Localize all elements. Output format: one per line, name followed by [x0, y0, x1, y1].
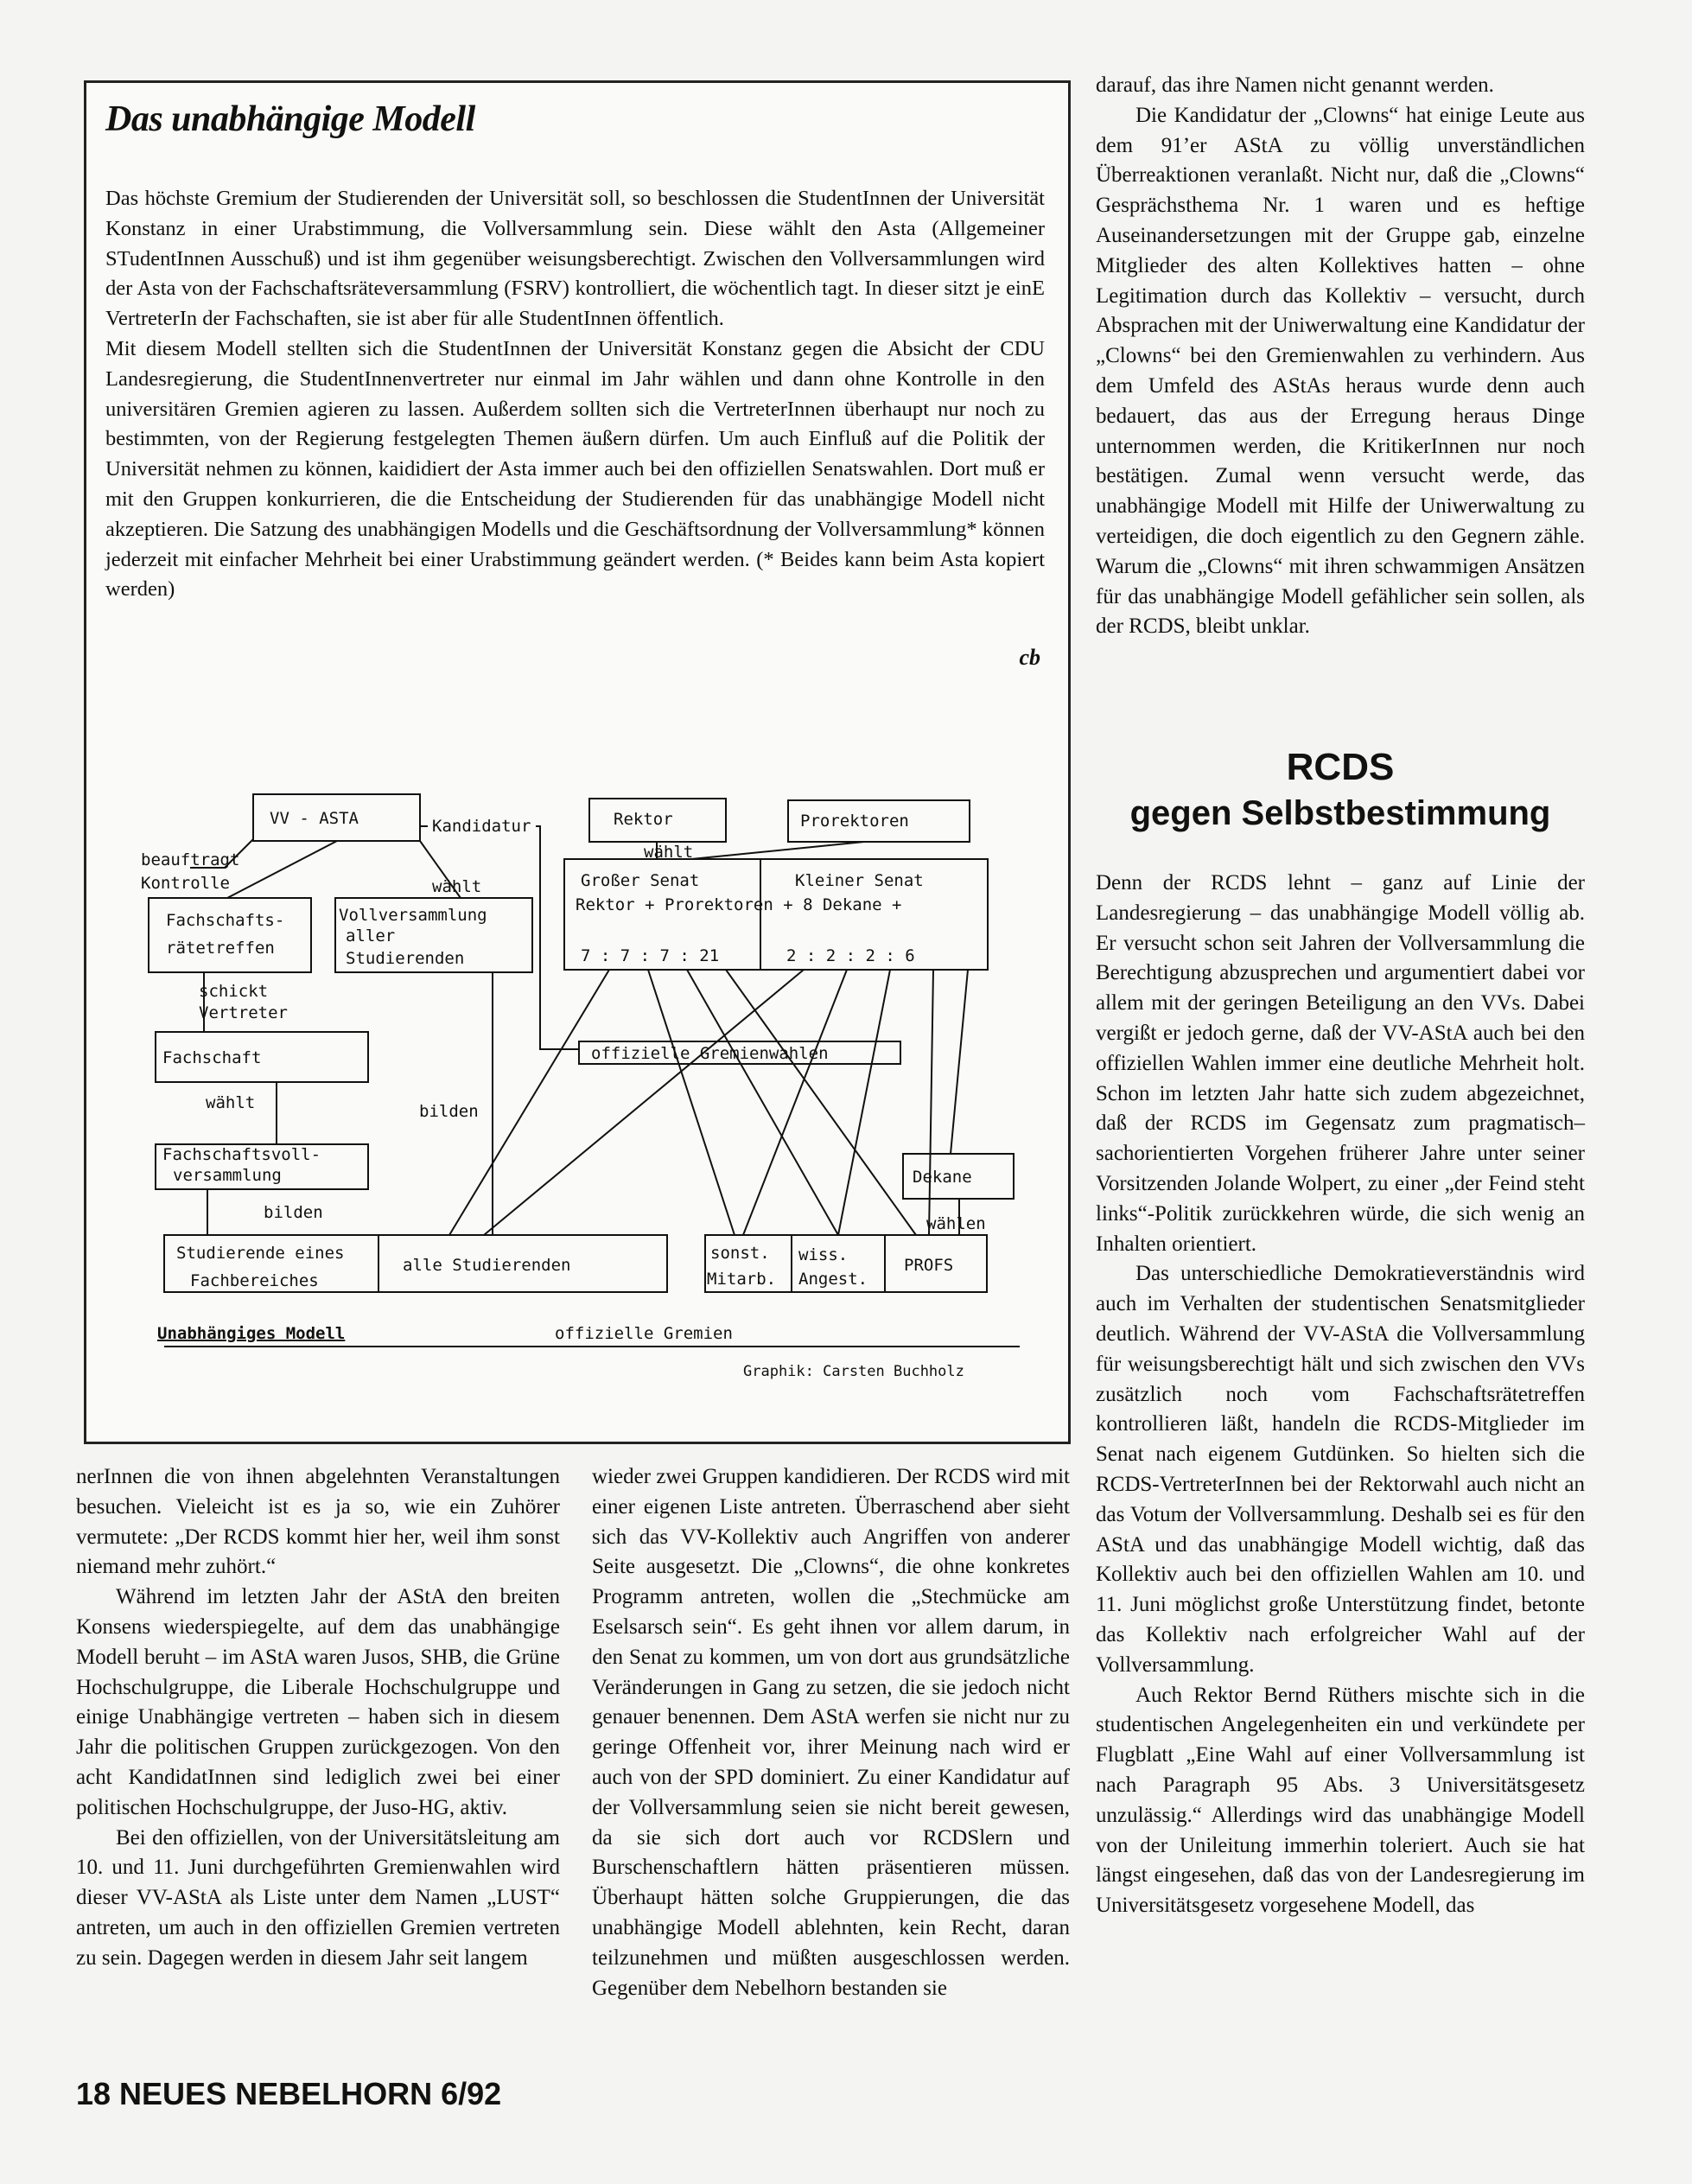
studierende-fachbereich-box: [164, 1235, 378, 1292]
rektor-label: Rektor: [614, 810, 673, 829]
profs-label: PROFS: [904, 1256, 954, 1275]
studierende-fb-label-1: Studierende eines: [176, 1244, 345, 1263]
vv-asta-box: [253, 794, 420, 841]
fachschaft-box: [156, 1032, 368, 1082]
grosser-senat-label: Großer Senat: [581, 871, 700, 890]
waehlt-vv-label: wählt: [432, 877, 482, 896]
vollversammlung-label-1: Vollversammlung: [339, 906, 487, 925]
right-column-top: [1096, 71, 1585, 642]
right-paragraph-5: Auch Rektor Bernd Rüthers mischte sich in die studentischen Angelegenheiten ein und verkündete per Flugblatt „Eine Wahl auf einer Vollversammlung ist nach Paragraph 95 Abs. 3 Universitätsgesetz unzulässig.“ Allerdings wird das unabhängige Modell von der Unileitung immerhin toleriert. Auch sie hat längst eingesehen, daß das von der Landesregierung im Universitätsgesetz vorgesehene Modell, das: [1096, 1683, 1585, 1918]
right-paragraph-3: Denn der RCDS lehnt – ganz auf Linie der Landesregierung – das unabhängige Modell völlig ab. Er versucht schon seit Jahren der Vollversammlung die Berechtigung abzusprechen und argumentiert dabei vor allem mit der geringen Beteiligung an den VVs. Dabei vergißt er jedoch gerne, daß der VV-AStA auch bei den offiziellen Wahlen immer eine deutliche Mehrheit holt. Schon im letzten Jahr hatte sich zudem abgezeichnet, daß der RCDS im Gegensatz zum pragmatisch–sachorientierten Vorgehen früherer Jahre unter seiner Vorsitzenden Jolande Wolpert, zu einer „der Feind steht links“-Politik zurückkehren würde, die sich wenig an Inhalten orientiert.: [1096, 871, 1585, 1256]
profs-box: [885, 1235, 987, 1292]
vollversammlung-label-3: Studierenden: [346, 949, 465, 968]
bottom-middle-column: [592, 1462, 1070, 2003]
bottom-left-paragraph-2: Während im letzten Jahr der AStA den breiten Konsens wiederspiegelte, auf dem das unabhängige Modell beruht – im AStA waren Jusos, SHB, die Grüne Hochschulgruppe, die Liberale Hochschulgruppe und einige Unabhängige vertreten – haben sich in diesem Jahr die politischen Gruppen zurückgezogen. Von den acht KandidatInnen sind lediglich zwei bei einer politischen Hochschulgruppe, der Juso-HG, aktiv.: [76, 1585, 560, 1819]
senat-members-label: Rektor + Prorektoren + 8 Dekane +: [576, 895, 902, 914]
gremienwahlen-label: offizielle Gremienwahlen: [591, 1044, 829, 1063]
gremienwahlen-box: [579, 1041, 900, 1064]
vertreter-label: Vertreter: [199, 1003, 288, 1022]
fsvv-label-1: Fachschaftsvoll-: [162, 1145, 321, 1164]
wiss-angest-box: [792, 1235, 885, 1292]
heading-line-2: gegen Selbstbestimmung: [1129, 794, 1551, 832]
section-heading: [1096, 743, 1585, 835]
sonst-label-2: Mitarb.: [707, 1270, 777, 1289]
right-paragraph-2: Die Kandidatur der „Clowns“ hat einige Leute aus dem 91’er AStA zu völlig unverständlichen Überreaktionen veranlaßt. Nicht nur, daß die „Clowns“ Gesprächsthema Nr. 1 waren und es heftige Auseinandersetzungen mit der Gruppe gab, einzelne Mitglieder des alten Kollektives hatten – ohne Legitimation durch das Kollektiv – versucht, durch Absprachen mit der Uniwerwaltung eine Kandidatur der „Clowns“ bei den Gremienwahlen zu verhindern. Aus dem Umfeld des AStAs heraus wurde denn auch bedauert, das aus der Erregung heraus Dinge unternommen werden, die KritikerInnen nur noch bestätigen. Zumal wenn versucht werde, das unabhängige Modell mit Hilfe der Uniwerwaltung zu verteidigen, die doch eigentlich zu den Gegnern zähle. Warum die „Clowns“ mit ihren schwammigen Ansätzen für das unabhängige Modell gefählicher sein sollen, als der RCDS, bleibt unklar.: [1096, 103, 1585, 639]
ratio-gross-label: 7 : 7 : 7 : 21: [581, 946, 720, 965]
alle-studierenden-box: [378, 1235, 667, 1292]
schickt-label: schickt: [199, 982, 269, 1001]
right-paragraph-1: darauf, das ihre Namen nicht genannt werden.: [1096, 73, 1494, 97]
fachschaftsraetetreffen-box: [149, 898, 311, 972]
author-signature: cb: [1019, 645, 1040, 670]
bottom-left-paragraph-1: nerInnen die von ihnen abgelehnten Veranstaltungen besuchen. Vieleicht ist es ja so, wie ein Zuhörer vermutete: „Der RCDS kommt hier her, weil ihm sonst niemand mehr zuhört.“: [76, 1465, 560, 1579]
studierende-fb-label-2: Fachbereiches: [190, 1271, 319, 1290]
legend-unabhaengig: Unabhängiges Modell: [157, 1324, 346, 1343]
senat-box: [564, 859, 988, 970]
fsrt-label-2: rätetreffen: [166, 939, 275, 958]
right-paragraph-4: Das unterschiedliche Demokratieverständnis wird auch im Verhalten der studentischen Senatsmitglieder deutlich. Während der VV-AStA die Vollversammlung für weisungsberechtigt hält und sich zwischen den VVs zusätzlich noch vom Fachschaftsrätetreffen kontrollieren läßt, handeln die RCDS-Mitglieder im Senat nach eigenem Gutdünken. So hielten sich die RCDS-VertreterInnen bei der Rektorwahl auch nicht an das Votum der Vollversammlung. Deshalb sei es für den AStA und das unabhängige Modell wichtig, daß das Kollektiv auch bei den offiziellen Wahlen am 10. und 11. Juni möglichst große Unterstützung findet, betonte das Kollektiv nach erfolgreicher Wahl auf der Vollversammlung.: [1096, 1262, 1585, 1677]
fsvv-label-2: versammlung: [173, 1166, 282, 1185]
info-box: [84, 80, 1071, 1444]
bottom-middle-paragraph-1: wieder zwei Gruppen kandidieren. Der RCDS wird mit einer eigenen Liste antreten. Überraschend aber sieht sich das VV-Kollektiv auch Angriffen von anderer Seite ausgesetzt. Die „Clowns“, die ohne konkretes Programm antreten, wollen die „Stechmücke am Eselsarsch sein“. Es geht ihnen vor allem darum, in den Senat zu kommen, um von dort aus grundsätzliche Veränderungen in Gang zu setzen, die sie jedoch nicht genauer benennen. Dem AStA werfen sie nicht nur zu geringe Offenheit vor, ihrer Meinung nach wird er auch von der SPD dominiert. Zu einer Kandidatur auf der Vollversammlung seien sie nicht bereit gewesen, da sie sich dort auch vor RCDSlern und Burschenschaftlern hätten präsentieren müssen. Überhaupt hätten solche Gruppierungen, die das unabhängige Modell ablehnten, kein Recht, daran teilzunehmen und müßten ausgeschlossen werden. Gegenüber dem Nebelhorn bestanden sie: [592, 1465, 1070, 2000]
bottom-left-column: [76, 1462, 560, 1974]
beauftragt-label: beauftragt: [141, 850, 240, 869]
dekane-label: Dekane: [913, 1168, 972, 1187]
sonst-mitarb-box: [705, 1235, 792, 1292]
graphic-credit: Graphik: Carsten Buchholz: [743, 1363, 964, 1380]
sonst-label-1: sonst.: [710, 1244, 770, 1263]
legend-offiziell: offizielle Gremien: [555, 1324, 733, 1343]
kontrolle-label: Kontrolle: [141, 874, 230, 893]
box-paragraph-1: Das höchste Gremium der Studierenden der Universität soll, so beschlossen die StudentInnen der Universität Konstanz in einer Urabstimmung, die Vollversammlung sein. Diese wählt den Asta (Allgemeiner STudentInnen Ausschuß) und ist ihm gegenüber weisungsberechtigt. Zwischen den Vollversammlungen wird der Asta von der Fachschaftsräteversammlung (FSRV) kontrolliert, die wöchentlich tagt. In dieser sitzt je einE VertreterIn der Fachschaften, sie ist aber für alle StudentInnen öffentlich.: [105, 187, 1045, 331]
kandidatur-label: Kandidatur: [432, 817, 531, 836]
wiss-label-1: wiss.: [798, 1245, 849, 1264]
bilden-right-label: bilden: [419, 1102, 479, 1121]
vollversammlung-label-2: aller: [346, 926, 396, 946]
prorektoren-label: Prorektoren: [800, 812, 909, 831]
box-title: Das unabhängige Modell: [105, 99, 475, 139]
fsrt-label-1: Fachschafts-: [166, 911, 285, 930]
kleiner-senat-label: Kleiner Senat: [795, 871, 924, 890]
dekane-box: [903, 1154, 1014, 1199]
prorektoren-box: [788, 800, 970, 842]
bilden-bottom-label: bilden: [264, 1203, 323, 1222]
vollversammlung-box: [335, 898, 532, 972]
fachschaft-label: Fachschaft: [162, 1048, 262, 1067]
alle-studierenden-label: alle Studierenden: [403, 1256, 571, 1275]
right-column-bottom: [1096, 869, 1585, 1921]
wiss-label-2: Angest.: [798, 1270, 868, 1289]
bottom-left-paragraph-3: Bei den offiziellen, von der Universitätsleitung am 10. und 11. Juni durchgeführten Gremienwahlen wird dieser VV-AStA als Liste unter dem Namen „LUST“ antreten, um auch in den offiziellen Gremien vertreten zu sein. Dagegen werden in diesem Jahr seit langem: [76, 1825, 560, 1970]
rektor-box: [589, 799, 726, 842]
box-text: [105, 184, 1045, 605]
waehlen-label: wählen: [926, 1214, 986, 1233]
box-paragraph-2: Mit diesem Modell stellten sich die StudentInnen der Universität Konstanz gegen die Absicht der CDU Landesregierung, die StudentInnenvertreter nur einmal im Jahr wählen und dann ohne Kontrolle in den universitären Gremien agieren zu lassen. Außerdem sollten sich die VertreterInnen überhaupt nur noch zu bestimmten, von der Regierung festgelegten Themen äußern dürfen. Um auch Einfluß auf die Politik der Universität nehmen zu können, kaididiert der Asta immer auch bei den offiziellen Senatswahlen. Dort muß er mit den Gruppen konkurrieren, die die Entscheidung der Studierenden für das unabhängige Modell nicht akzeptieren. Die Satzung des unabhängigen Modells und die Geschäftsordnung der Vollversammlung* können jederzeit mit einfacher Mehrheit bei einer Urabstimmung geändert werden. (* Beides kann beim Asta kopiert werden): [105, 336, 1045, 602]
page-footer: 18 NEUES NEBELHORN 6/92: [76, 2076, 502, 2111]
vv-asta-label: VV - ASTA: [270, 809, 359, 828]
ratio-klein-label: 2 : 2 : 2 : 6: [786, 946, 915, 965]
waehlt-senat-label: wählt: [644, 843, 694, 862]
waehlt-fs-label: wählt: [206, 1093, 256, 1112]
fachschaftsversammlung-box: [156, 1144, 368, 1189]
heading-line-1: RCDS: [1286, 746, 1395, 788]
